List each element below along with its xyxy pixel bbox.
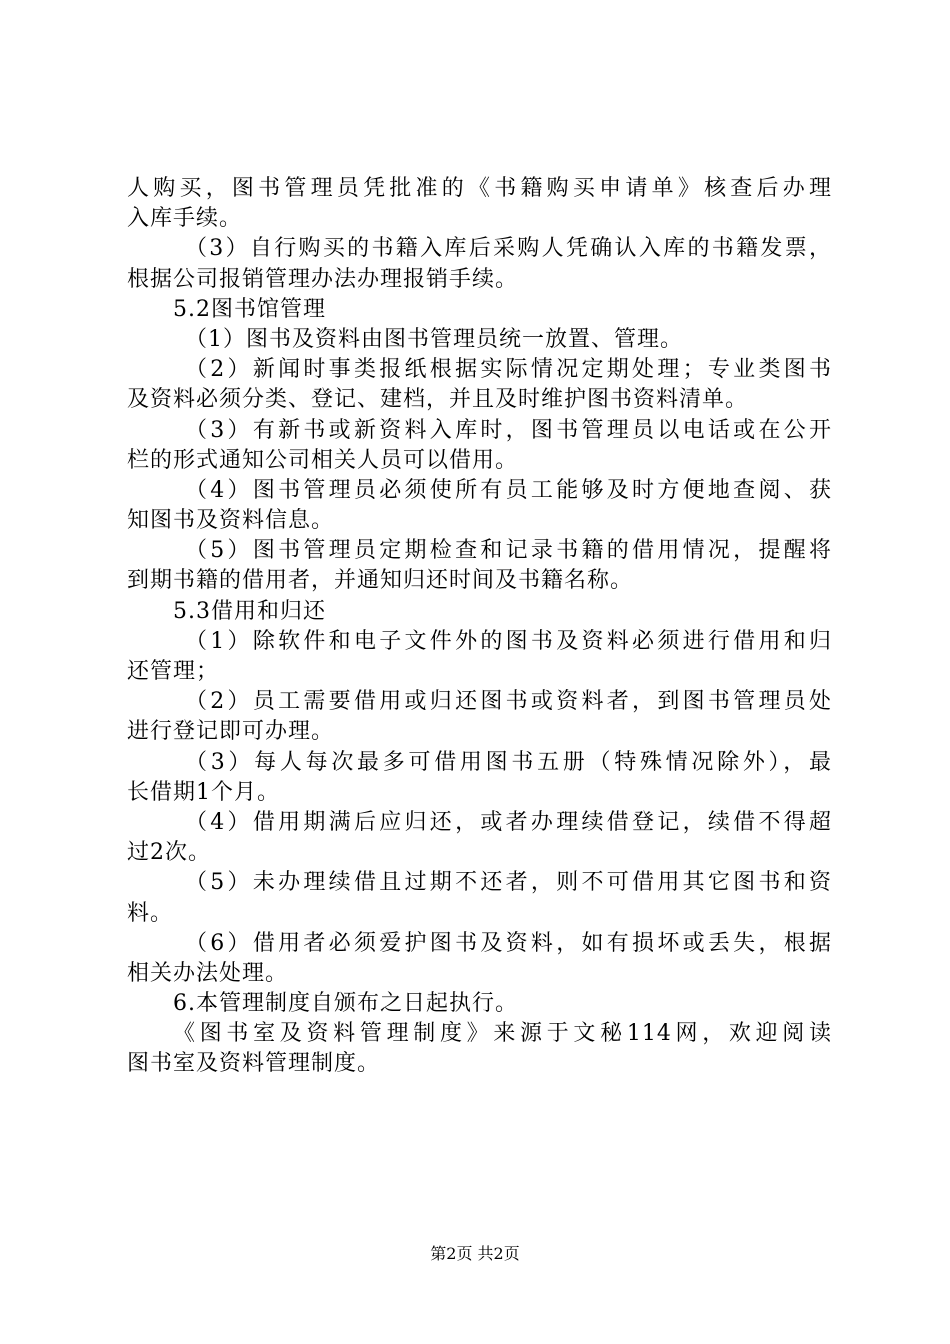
document-line: 根据公司报销管理办法办理报销手续。 xyxy=(127,266,519,292)
document-line: 5.3借用和归还 xyxy=(173,598,326,624)
document-line: 《图书室及资料管理制度》来源于文秘114网，欢迎阅读 xyxy=(173,1021,832,1047)
page-number-label: 第2页 共2页 xyxy=(430,1244,520,1263)
document-line: 过2次。 xyxy=(127,840,211,866)
document-line: 相关办法处理。 xyxy=(127,960,289,986)
document-line: （3）每人每次最多可借用图书五册（特殊情况除外），最 xyxy=(185,749,832,775)
document-line: （2）员工需要借用或归还图书或资料者，到图书管理员处 xyxy=(185,689,832,715)
document-line: 栏的形式通知公司相关人员可以借用。 xyxy=(127,447,519,473)
document-line: （5）未办理续借且过期不还者，则不可借用其它图书和资 xyxy=(185,870,832,896)
document-line: 进行登记即可办理。 xyxy=(127,719,335,745)
document-line: （4）借用期满后应归还，或者办理续借登记，续借不得超 xyxy=(185,809,832,835)
document-line: 5.2图书馆管理 xyxy=(173,296,326,322)
document-line: （6）借用者必须爱护图书及资料，如有损坏或丢失，根据 xyxy=(185,930,832,956)
document-line: 长借期1个月。 xyxy=(127,779,280,805)
document-line: 图书室及资料管理制度。 xyxy=(127,1051,381,1077)
document-line: （3）有新书或新资料入库时，图书管理员以电话或在公开 xyxy=(185,417,832,443)
document-line: （1）图书及资料由图书管理员统一放置、管理。 xyxy=(185,326,683,352)
document-line: （2）新闻时事类报纸根据实际情况定期处理；专业类图书 xyxy=(185,357,832,383)
document-line: 人购买，图书管理员凭批准的《书籍购买申请单》核查后办理 xyxy=(127,176,832,201)
page-footer xyxy=(0,1244,950,1264)
document-line: 到期书籍的借用者，并通知归还时间及书籍名称。 xyxy=(127,568,634,594)
document-line: 料。 xyxy=(127,900,174,926)
document-line: （4）图书管理员必须使所有员工能够及时方便地查阅、获 xyxy=(185,477,832,503)
document-line: 及资料必须分类、登记、建档，并且及时维护图书资料清单。 xyxy=(127,387,749,413)
document-body xyxy=(127,174,832,1080)
document-line: （3）自行购买的书籍入库后采购人凭确认入库的书籍发票， xyxy=(185,236,832,262)
document-line: 6.本管理制度自颁布之日起执行。 xyxy=(173,991,518,1017)
document-line: 还管理； xyxy=(127,659,220,684)
document-line: 入库手续。 xyxy=(127,206,243,232)
document-line: 知图书及资料信息。 xyxy=(127,508,335,534)
document-line: （1）除软件和电子文件外的图书及资料必须进行借用和归 xyxy=(185,628,832,654)
document-line: （5）图书管理员定期检查和记录书籍的借用情况，提醒将 xyxy=(185,538,832,564)
